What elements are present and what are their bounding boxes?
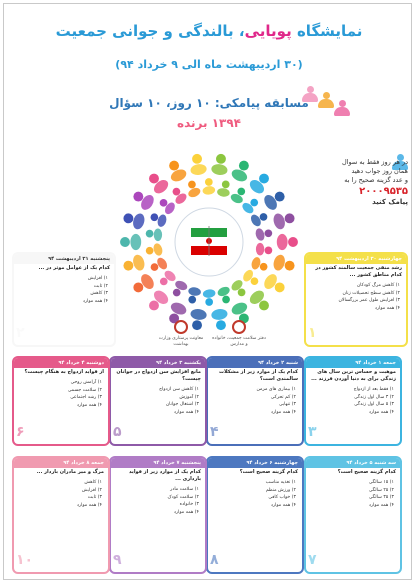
card-option: ۴) همه موارد [270, 409, 296, 415]
card-options [306, 384, 400, 418]
card-option: ۴) همه موارد [368, 409, 394, 415]
card-option: ۴) همه موارد [368, 502, 394, 508]
person-body-mark [156, 213, 168, 227]
card-options [208, 384, 302, 418]
question-card [12, 356, 110, 446]
card-option: ۱) فقط بعد از ازدواج [353, 387, 394, 392]
person-head-mark [146, 247, 154, 255]
person-body-mark [152, 242, 164, 256]
card-number-badge: ۱۰ [16, 552, 34, 568]
title-part1: نمایشگاه [296, 22, 363, 40]
iran-flag-icon [191, 226, 227, 256]
person-head-mark [151, 263, 159, 271]
person-head-mark [285, 213, 295, 223]
card-number-badge: ۶ [16, 424, 25, 440]
person-head-mark [123, 213, 133, 223]
person-head-mark [237, 188, 245, 196]
person-head-mark [149, 301, 159, 311]
person-head-mark [173, 289, 181, 297]
person-head-mark [259, 174, 269, 184]
info-line3: و عدد گزینه صحیح را به [344, 176, 408, 184]
card-option: ۱) کاهش مرگ کودکان [356, 283, 400, 288]
question-card [109, 456, 207, 574]
person-head-mark [188, 181, 196, 189]
card-question: کدام یک از موارد زیر از مشکلات سالمندی است؟ [219, 369, 298, 382]
card-options [306, 477, 400, 511]
card-option: ۲) سلامت کودک [167, 494, 199, 500]
card-question: موهبت و حساس ترین سال های زندگی برای به دنیا آوردن فرزند ... [311, 369, 396, 382]
card-option: ۲) ۲۵ سالگی [368, 487, 394, 493]
person-head-mark [173, 188, 181, 196]
person-head-mark [192, 154, 202, 164]
card-question: از فواید ازدواج به هنگام چیست؟ [24, 369, 104, 375]
person-head-mark [205, 298, 213, 306]
card-option: ۲) ورزش منظم [265, 487, 296, 493]
person-head-mark [146, 230, 154, 238]
person-body-mark [130, 234, 141, 250]
person-head-mark [216, 154, 226, 164]
person-head-mark [160, 199, 168, 207]
card-day: پنجشنبه ۷ خرداد ۹۴ [111, 458, 205, 468]
card-option: ۳) افزایش طول عمر بزرگسالان [338, 298, 400, 303]
card-day: دوشنبه ۴ خرداد ۹۴ [14, 358, 108, 368]
person-head-mark [149, 174, 159, 184]
card-question: رشد منفی جمعیت سالمند کشور در کدام مناطق کشور ... [315, 265, 402, 278]
card-option: ۱) تغذیه مناسب [265, 480, 296, 485]
card-question: مانع افزایش سن ازدواج در جوانان چیست؟ [116, 369, 201, 382]
card-option: ۴) همه موارد [173, 509, 199, 515]
question-card [206, 356, 304, 446]
person-head-mark [160, 278, 168, 286]
card-options [111, 484, 205, 518]
card-number-badge: ۲ [16, 325, 25, 341]
person-head-mark [123, 261, 133, 271]
person-body-mark [211, 308, 229, 321]
poster [3, 3, 412, 580]
person-body-mark [216, 285, 231, 298]
card-day: پنجشنبه ۳۱ اردیبهشت ۹۴ [14, 254, 114, 264]
person-body-mark [131, 253, 146, 272]
question-card [304, 252, 408, 347]
person-head-mark [251, 277, 259, 285]
people-circle-illustration [109, 144, 309, 340]
card-option: ۴) همه موارد [82, 298, 108, 304]
person-body-mark [190, 163, 208, 176]
card-option: ۱) کاهش [84, 480, 102, 485]
card-day: سه شنبه ۵ خرداد ۹۴ [306, 458, 400, 468]
ministry-logo [154, 320, 208, 348]
emblem-icon [232, 320, 246, 334]
card-options [14, 273, 114, 307]
card-option: ۳) ۳۵ سالگی [368, 495, 394, 500]
card-option: ۳) تنهایی [278, 402, 296, 407]
card-number-badge: ۸ [210, 552, 219, 568]
question-card [12, 456, 110, 574]
card-option: ۲) آموزش [179, 394, 199, 400]
person-head-mark [188, 296, 196, 304]
person-head-mark [259, 301, 269, 311]
person-body-mark [254, 227, 266, 241]
title-part2: ، بالندگی و جوانی جمعیت [55, 22, 245, 40]
card-question: مرگ و میر مادران باردار ... [36, 469, 104, 475]
logo-text: دفتر سلامت جمعیت، خانواده و مدارس [212, 336, 266, 347]
person-body-mark [154, 228, 162, 241]
person-body-mark [188, 286, 202, 296]
person-body-mark [250, 256, 262, 270]
person-body-mark [211, 163, 229, 176]
person-body-mark [272, 253, 287, 272]
sms-number: ۲۰۰۰۹۵۳۵ [359, 186, 408, 197]
person-head-mark [133, 282, 143, 292]
card-option: ۳) رشد اجتماعی [70, 395, 102, 400]
contest-title: مسابقه پیامکی: ۱۰ روز، ۱۰ سؤال [109, 96, 309, 110]
card-option: ۱) سلامت مادر [170, 487, 199, 492]
question-card [206, 456, 304, 574]
card-number-badge: ۳ [308, 424, 317, 440]
person-head-mark [151, 213, 159, 221]
card-option: ۲) ۳ سال اول زندگی [354, 394, 394, 400]
card-option: ۳) ثابت [87, 495, 102, 500]
person-head-mark [250, 199, 258, 207]
card-options [14, 477, 108, 511]
card-option: ۴) همه موارد [374, 305, 400, 311]
card-number-badge: ۴ [210, 424, 219, 440]
card-option: ۱) افزایش [87, 276, 108, 281]
office-logo [212, 320, 266, 348]
card-number-badge: ۱ [308, 325, 317, 341]
card-option: ۳) اشتغال جوانان [165, 402, 199, 407]
person-head-mark [285, 261, 295, 271]
person-icon [318, 92, 334, 110]
card-option: ۳) کاهش [90, 291, 108, 296]
card-option: ۲) کم تحرکی [270, 394, 296, 400]
card-option: ۲) کاهش سطح تحصیلات زنان [342, 290, 400, 296]
person-head-mark [205, 178, 213, 186]
person-body-mark [202, 185, 216, 195]
person-body-mark [202, 289, 216, 299]
card-question: کدام یک از موارد زیر از فواید بارداری ... [129, 469, 201, 482]
card-day: چهارشنبه ۳۰ اردیبهشت ۹۴ [306, 254, 406, 264]
card-day: جمعه ۱ خرداد ۹۴ [306, 358, 400, 368]
person-head-mark [260, 263, 268, 271]
card-options [208, 477, 302, 511]
person-body-mark [190, 308, 208, 321]
person-head-mark [222, 296, 230, 304]
card-day: یکشنبه ۳ خرداد ۹۴ [111, 358, 205, 368]
person-body-mark [131, 212, 146, 231]
person-head-mark [275, 282, 285, 292]
question-card [304, 356, 402, 446]
card-option: ۱) بیماری های مزمن [256, 387, 296, 392]
date-range: (۳۰ اردیبهشت ماه الی ۹ خرداد ۹۴) [115, 58, 303, 71]
card-question: کدام گزینه صحیح است؟ [239, 469, 298, 475]
card-option: ۲) افزایش [81, 487, 102, 493]
card-number-badge: ۹ [113, 552, 122, 568]
card-question: کدام گزینه صحیح است؟ [337, 469, 396, 475]
person-head-mark [265, 247, 273, 255]
card-options [306, 280, 406, 314]
person-head-mark [265, 229, 273, 237]
card-option: ۳) ۵ سال اول زندگی [354, 402, 394, 407]
title-highlight: پویایی [244, 22, 292, 40]
card-question: کدام یک از عوامل موثر در ... [38, 265, 110, 271]
person-head-mark [120, 237, 130, 247]
logo-text: معاونت پرستاری وزارت بهداشت [158, 336, 204, 347]
person-head-mark [238, 289, 246, 297]
winners-text: ۱۳۹۴ برنده [177, 116, 241, 130]
person-head-mark [222, 181, 230, 189]
person-body-mark [187, 186, 202, 199]
person-head-mark [260, 213, 268, 221]
question-card [304, 456, 402, 574]
card-day: جمعه ۸ خرداد ۹۴ [14, 458, 108, 468]
person-head-mark [169, 161, 179, 171]
person-head-mark [275, 192, 285, 202]
person-head-mark [133, 192, 143, 202]
card-options [14, 377, 108, 411]
card-option: ۳) خانواده [179, 502, 199, 507]
card-option: ۴) همه موارد [76, 502, 102, 508]
card-day: شنبه ۲ خرداد ۹۴ [208, 358, 302, 368]
card-day: چهارشنبه ۶ خرداد ۹۴ [208, 458, 302, 468]
card-number-badge: ۵ [113, 424, 122, 440]
question-card [109, 356, 207, 446]
person-body-mark [272, 212, 287, 231]
card-option: ۱) ۱۵ سالگی [368, 480, 394, 485]
card-option: ۲) سلامت جسمی [67, 387, 102, 393]
info-line4: پیامک کنید [372, 198, 408, 206]
person-head-mark [239, 161, 249, 171]
person-body-mark [256, 243, 264, 256]
card-number-badge: ۷ [308, 552, 317, 568]
sms-instructions [316, 158, 408, 207]
page-title [24, 22, 394, 40]
card-option: ۱) آرامش روحی [70, 380, 102, 385]
emblem-icon [174, 320, 188, 334]
card-options [111, 384, 205, 418]
card-option: ۴) همه موارد [173, 409, 199, 415]
card-option: ۳) خواب کافی [268, 495, 296, 500]
info-line2: همان روز جواب دهید [351, 167, 408, 175]
card-option: ۱) کاهش سن ازدواج [159, 387, 199, 392]
person-icon [334, 100, 350, 118]
card-option: ۲) ثابت [93, 283, 108, 289]
person-body-mark [277, 234, 288, 250]
card-option: ۴) همه موارد [270, 502, 296, 508]
info-line1: در هر روز فقط به سوال [342, 158, 408, 166]
card-option: ۴) همه موارد [76, 402, 102, 408]
person-head-mark [288, 237, 298, 247]
question-card [12, 252, 116, 347]
person-body-mark [217, 187, 231, 197]
